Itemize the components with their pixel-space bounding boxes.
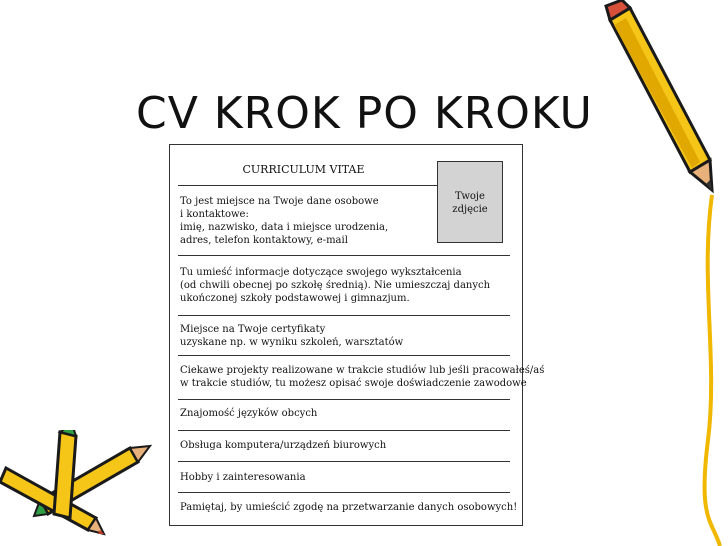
section-text: Hobby i zainteresowania	[180, 472, 306, 483]
cv-document	[169, 144, 545, 526]
experience-section	[180, 364, 544, 390]
section-text: i kontaktowe:	[180, 209, 249, 220]
divider	[178, 399, 510, 400]
divider	[178, 185, 438, 186]
divider	[178, 492, 510, 493]
personal-data-section	[180, 195, 388, 247]
divider	[178, 255, 510, 256]
certificates-section	[180, 323, 403, 349]
section-text: imię, nazwisko, data i miejsce urodzenia,	[180, 222, 389, 233]
divider	[178, 430, 510, 431]
section-text: Tu umieść informacje dotyczące swojego wykształcenia	[180, 267, 462, 278]
slide-title: CV KROK PO KROKU	[136, 88, 593, 139]
section-text: Obsługa komputera/urządzeń biurowych	[180, 440, 387, 451]
photo-placeholder	[437, 161, 503, 243]
decorative-stroke	[705, 195, 720, 546]
computer-skills-section	[180, 439, 386, 452]
divider	[178, 355, 510, 356]
photo-label-line: zdjęcie	[452, 204, 488, 215]
section-text: Pamiętaj, by umieścić zgodę na przetwarzanie danych osobowych!	[180, 502, 518, 513]
pencil-icon-large	[606, 0, 712, 190]
section-text: Znajomość języków obcych	[180, 408, 318, 419]
section-text: uzyskane np. w wyniku szkoleń, warsztatów	[180, 337, 404, 348]
languages-section	[180, 407, 317, 420]
consent-section	[180, 501, 517, 514]
section-text: Ciekawe projekty realizowane w trakcie studiów lub jeśli pracowałeś/aś	[180, 365, 545, 376]
section-text: To jest miejsce na Twoje dane osobowe	[180, 196, 379, 207]
hobby-section	[180, 471, 306, 484]
education-section	[180, 266, 490, 305]
photo-label-line: Twoje	[455, 191, 485, 202]
divider	[178, 461, 510, 462]
section-text: w trakcie studiów, tu możesz opisać swoje doświadczenie zawodowe	[180, 378, 527, 389]
divider	[178, 315, 510, 316]
section-text: (od chwili obecnej po szkołę średnią). Nie umieszczaj danych	[180, 280, 491, 291]
pencil-clipart-right	[600, 0, 728, 546]
section-text: ukończonej szkoły podstawowej i gimnazjum.	[180, 293, 410, 304]
section-text: Miejsce na Twoje certyfikaty	[180, 324, 326, 335]
pencils-clipart-left	[0, 430, 160, 546]
cv-title: CURRICULUM VITAE	[242, 163, 365, 176]
section-text: adres, telefon kontaktowy, e-mail	[180, 235, 348, 246]
